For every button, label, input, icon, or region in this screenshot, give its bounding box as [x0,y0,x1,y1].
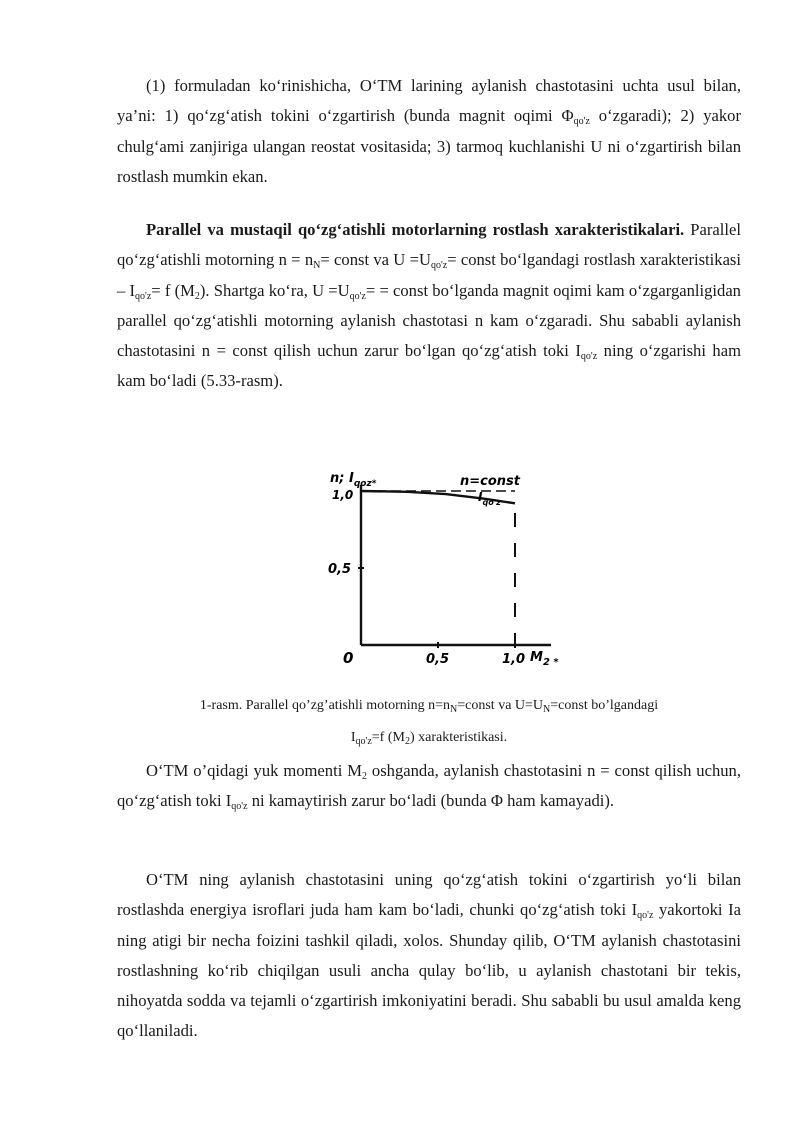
text-run: = f (M [151,280,195,300]
subscript: qo'z [637,910,654,922]
paragraph-regulation-characteristics [117,215,741,397]
figure-caption-line-1 [117,697,741,715]
text-run: O‘TM o’qidagi yuk momenti M [146,761,362,780]
chart-axes [358,485,551,648]
caption-run: =const va U=U [457,698,544,713]
subscript: qo'z [355,736,372,747]
label-i-qoz: $I_{qo'z}$ [478,490,501,507]
subscript: qo'z [135,290,152,302]
text-run: oshganda, aylanish chastotasini n = const qilish uchun, qo‘zg‘atish toki I [117,761,741,811]
regulation-characteristic-chart [318,465,578,675]
subscript: qo'z [580,351,598,363]
paragraph-load-torque [117,756,741,817]
caption-run: 1-rasm. Parallel qo’zg’atishli motorning n=n [199,698,451,713]
caption-run: ) xarakteristikasi. [409,730,508,745]
text-run: ). Shartga ko‘ra, U =U [199,280,350,300]
figure-caption-line-2 [117,729,741,747]
subscript: N [313,260,321,272]
caption-run: I [350,730,356,745]
caption-run: =f (M [371,730,405,745]
paragraph1-text: (1) formuladan ko‘rinishicha, O‘TM larining aylanish chastotasini uchta usul bilan, ya’ni: 1) qo‘zg‘atish tokini o‘zgartirish (bunda magnit oqimi Φ [117,76,741,126]
subscript: qo'z [430,260,448,272]
text-run: Parallel qo‘zg‘atishli motorning n = n [117,220,741,270]
caption-run: =const bo’lgandagi [550,698,659,713]
x-tick-label-0: 0 [343,649,354,667]
subscript: qo'z [231,801,248,813]
paragraph1-text2: o‘zgaradi); 2) yakor chulg‘ami zanjiriga ulangan reostat vositasida; 3) tarmoq kuchlanishi U ni o‘zgartirish bilan rostlash mumkin ekan. [117,106,741,186]
text-run: = const va U =U [320,250,431,270]
text-run: ni kamaytirish zarur bo‘ladi (bunda Φ ham kamayadi). [247,791,615,811]
subscript: 2 [404,736,410,747]
y-axis-label: n; $I_{qoz*}$ [330,471,377,489]
x-tick-label-1-0: 1,0 [502,652,526,667]
section-heading: Parallel va mustaqil qo‘zg‘atishli motorlarning rostlash xarakteristikalari. [146,220,685,239]
text-run: ning o‘zgarishi ham kam bo‘ladi (5.33-rasm). [117,341,742,391]
text-run: O‘TM ning aylanish chastotasini uning qo‘zg‘atish tokini o‘zgartirish yo‘li bilan rostlashda energiya isroflari juda ham kam bo‘ladi, chunki qo‘zg‘atish toki I [117,870,741,920]
subscript: 2 [361,771,367,782]
label-n-const: n=const [460,474,520,489]
subscript: qo'z [349,290,366,302]
paragraph-speed-control-methods [117,71,741,192]
paragraph-energy-losses [117,865,741,1047]
text-run: = const bo‘lgandagi rostlash xarakteristikasi – I [117,250,741,300]
text-run: = = const bo‘lganda magnit oqimi kam o‘zgarganligidan parallel qo‘zg‘atishli motorning aylanish chastotasi n kam o‘zgaradi. Shu sababli aylanish chastotasini n = const qilish uchun zarur bo‘lgan qo‘zg‘atish toki I [117,280,741,361]
text-run: yakortoki Ia ning atigi bir necha foizini tashkil qiladi, xolos. Shunday qilib, O‘TM aylanish chastotasini rostlashning ko‘rib chiqilgan usuli ancha qulay bo‘lib, u aylanish chastotani bir tekis, nihoyatda sodda va tejamli o‘zgartirish imkoniyatini beradi. Shu sababli bu usul amalda keng qo‘llaniladi. [117,900,741,1041]
y-tick-label-1-0: 1,0 [332,488,354,502]
subscript: N [543,704,551,715]
subscript: N [450,704,458,715]
subscript: 2 [194,290,200,302]
y-tick-label-0-5: 0,5 [328,562,352,577]
x-tick-label-0-5: 0,5 [426,652,450,667]
x-axis-label: $M_{2 *}$ [530,650,559,668]
subscript: qo'z [573,116,590,128]
